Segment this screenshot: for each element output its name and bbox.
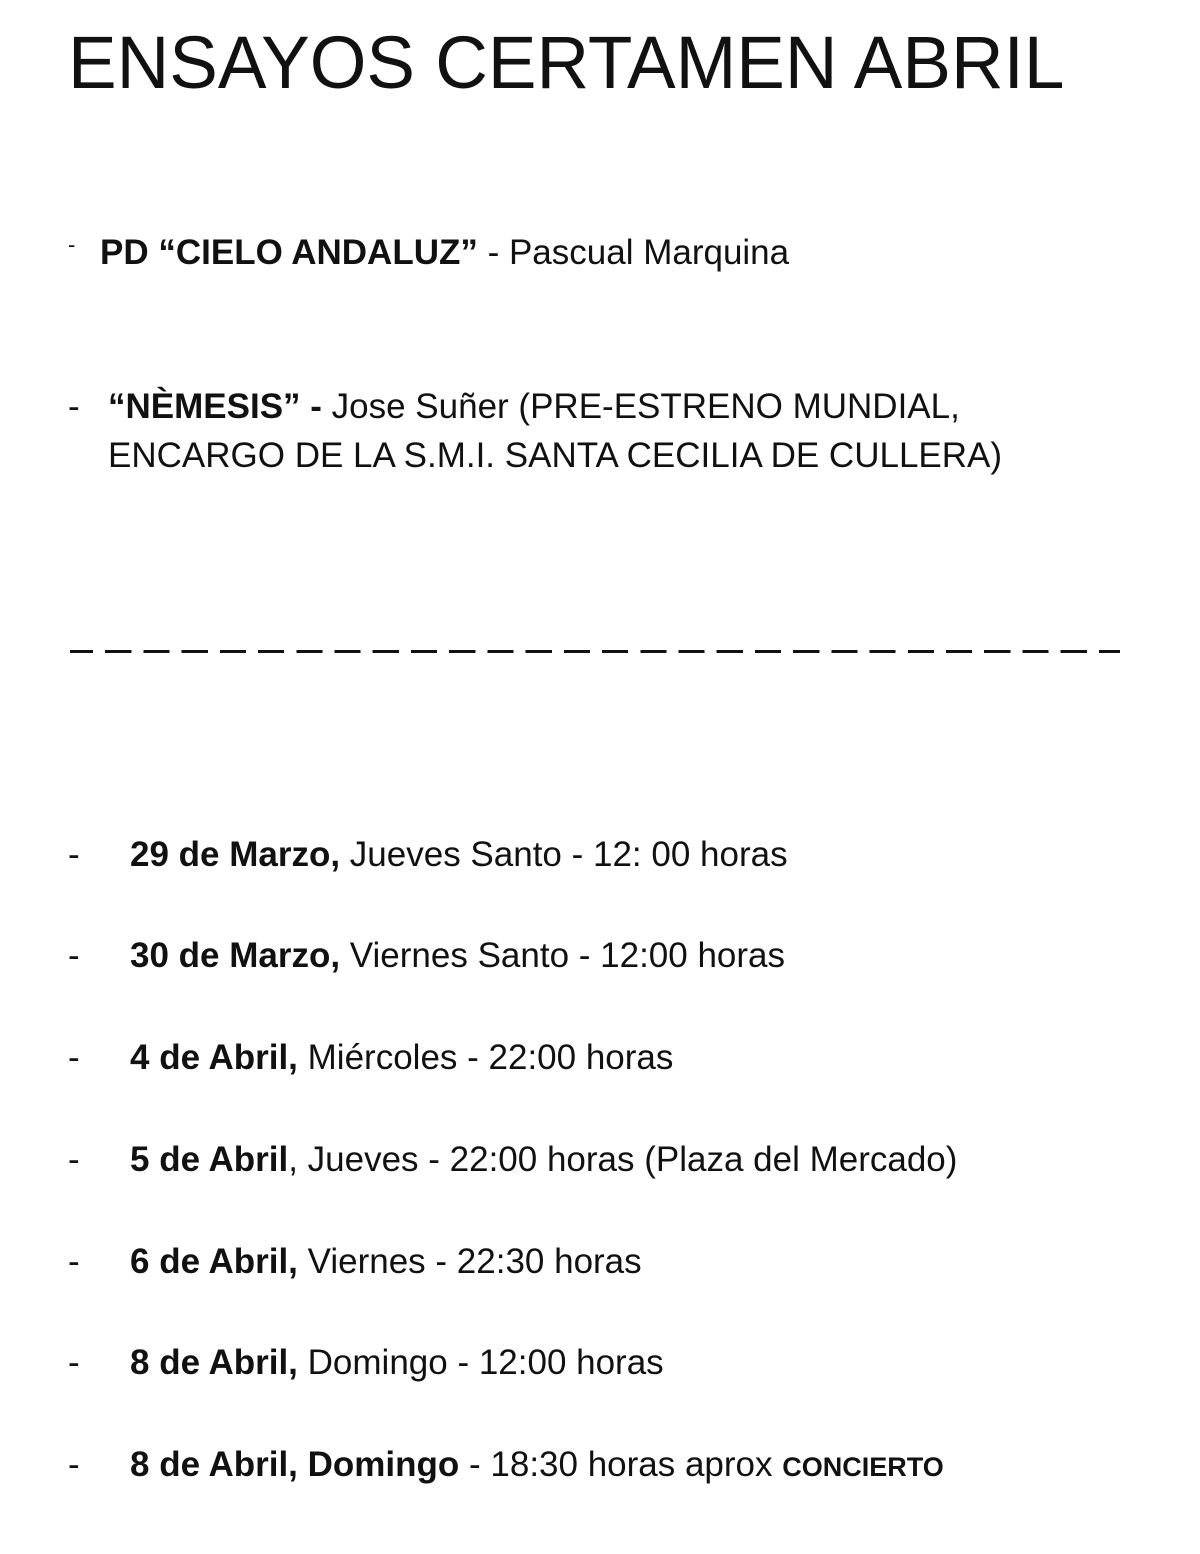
bullet-dash: - xyxy=(68,232,76,257)
schedule-date: 29 de Marzo, xyxy=(130,835,341,874)
bullet-dash: - xyxy=(68,835,80,874)
piece-name: “NÈMESIS” - xyxy=(108,387,332,426)
schedule-date: 4 de Abril, xyxy=(130,1038,298,1077)
bullet-dash: - xyxy=(68,1445,80,1484)
concert-label: CONCIERTO xyxy=(782,1452,944,1482)
bullet-dash: - xyxy=(68,387,80,426)
piece-text xyxy=(100,228,789,278)
schedule-date: 5 de Abril xyxy=(130,1140,289,1179)
page-title: ENSAYOS CERTAMEN ABRIL xyxy=(68,21,1065,104)
schedule-date: 6 de Abril, xyxy=(130,1242,298,1281)
schedule-detail: Domingo - 12:00 horas xyxy=(297,1343,664,1382)
separator-line xyxy=(70,650,1120,653)
schedule-entry xyxy=(130,830,788,880)
bullet-dash: - xyxy=(68,1242,80,1281)
piece-name: PD “CIELO ANDALUZ” xyxy=(100,233,478,272)
schedule-entry xyxy=(130,1033,673,1083)
schedule-entry xyxy=(130,1135,957,1185)
bullet-dash: - xyxy=(68,1038,80,1077)
piece-text-line-2: ENCARGO DE LA S.M.I. SANTA CECILIA DE CULLERA) xyxy=(108,436,1003,475)
bullet-dash: - xyxy=(68,936,80,975)
schedule-entry xyxy=(130,931,785,981)
schedule-date: 30 de Marzo, xyxy=(130,936,341,975)
schedule-entry xyxy=(130,1237,642,1287)
piece-composer: Jose Suñer (PRE-ESTRENO MUNDIAL, xyxy=(331,387,960,426)
piece-composer: - Pascual Marquina xyxy=(477,233,790,272)
schedule-entry xyxy=(130,1338,664,1388)
schedule-entry xyxy=(130,1440,944,1492)
schedule-detail: - 18:30 horas aprox xyxy=(459,1445,783,1484)
bullet-dash: - xyxy=(68,1140,80,1179)
schedule-date: 8 de Abril, Domingo xyxy=(130,1445,460,1484)
schedule-detail: Viernes - 22:30 horas xyxy=(297,1242,642,1281)
schedule-detail: Miércoles - 22:00 horas xyxy=(297,1038,674,1077)
schedule-detail: , Jueves - 22:00 horas (Plaza del Mercado) xyxy=(288,1140,958,1179)
schedule-detail: Jueves Santo - 12: 00 horas xyxy=(340,835,788,874)
piece-text-line-1 xyxy=(108,382,960,432)
schedule-detail: Viernes Santo - 12:00 horas xyxy=(340,936,785,975)
schedule-date: 8 de Abril, xyxy=(130,1343,298,1382)
bullet-dash: - xyxy=(68,1343,80,1382)
